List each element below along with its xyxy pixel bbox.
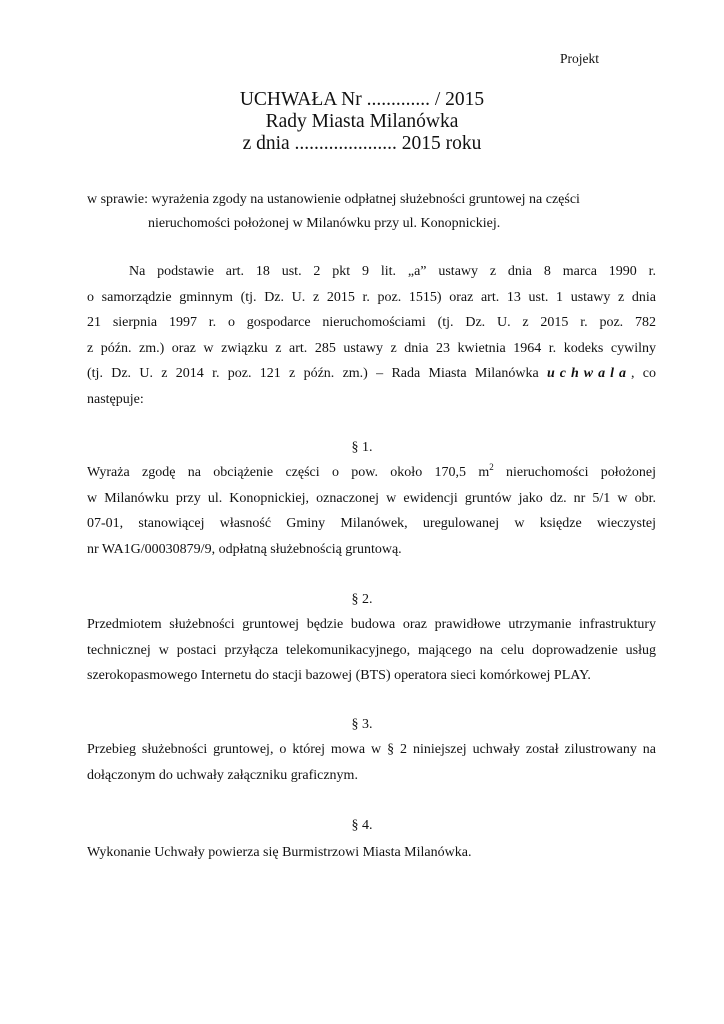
project-label: Projekt (560, 51, 599, 66)
resolution-title: UCHWAŁA Nr ............. / 2015 (239, 89, 485, 110)
section-1-body (87, 460, 656, 562)
preamble (87, 259, 656, 412)
preamble-line-6: następuje: (87, 391, 144, 407)
section-1-heading: § 1. (351, 440, 373, 455)
section-3-body (87, 737, 656, 788)
section-3-line-2: dołączonym do uchwały załączniku graficznym. (87, 767, 358, 783)
section-1-line-1 (87, 460, 656, 486)
section-1-line-1-text: Wyraża zgodę na obciążenie części o pow. około 170,5 m (87, 465, 490, 480)
preamble-line-5-text: (tj. Dz. U. z 2014 r. poz. 121 z późn. zm.) – Rada Miasta Milanówka (87, 366, 539, 381)
subject-block (87, 188, 580, 236)
resolution-date: z dnia ..................... 2015 roku (242, 133, 482, 154)
subject-line-1: w sprawie: wyrażenia zgody na ustanowienie odpłatnej służebności gruntowej na części (87, 192, 580, 207)
section-4-body (87, 840, 656, 866)
preamble-line-5 (87, 361, 656, 387)
preamble-line-1: Na podstawie art. 18 ust. 2 pkt 9 lit. „a” ustawy z dnia 8 marca 1990 r. (129, 264, 656, 279)
preamble-line-5-end: , co (630, 366, 656, 381)
section-2-body (87, 612, 656, 689)
section-1-line-1-end: nieruchomości położonej (493, 465, 656, 480)
section-2-line-1: Przedmiotem służebności gruntowej będzie budowa oraz prawidłowe utrzymanie infrastruktury (87, 617, 656, 632)
preamble-line-2: o samorządzie gminnym (tj. Dz. U. z 2015 r. poz. 1515) oraz art. 13 ust. 1 ustawy z dnia (87, 289, 656, 305)
section-2-heading: § 2. (351, 592, 373, 607)
superscript-2: 2 (489, 462, 494, 472)
section-1-line-4: nr WA1G/00030879/9, odpłatną służebnością gruntową. (87, 541, 402, 557)
section-3-line-1: Przebieg służebności gruntowej, o której mowa w § 2 niniejszej uchwały został zilustrowany na (87, 742, 656, 757)
section-2-line-2: technicznej w postaci przyłącza telekomunikacyjnego, mającego na celu doprowadzenie usług (87, 642, 656, 658)
subject-line-2: nieruchomości położonej w Milanówku przy ul. Konopnickiej. (148, 216, 501, 231)
section-4-line-1: Wykonanie Uchwały powierza się Burmistrzowi Miasta Milanówka. (87, 845, 472, 860)
section-2-line-3: szerokopasmowego Internetu do stacji bazowej (BTS) operatora sieci komórkowej PLAY. (87, 668, 591, 683)
section-1-line-2: w Milanówku przy ul. Konopnickiej, oznaczonej w ewidencji gruntów jako dz. nr 5/1 w obr. (87, 490, 656, 506)
preamble-line-4: z późn. zm.) oraz w związku z art. 285 ustawy z dnia 23 kwietnia 1964 r. kodeks cywilny (87, 340, 656, 356)
council-name: Rady Miasta Milanówka (265, 111, 459, 132)
uchwala-keyword: uchwala (546, 366, 631, 381)
section-4-heading: § 4. (351, 818, 373, 833)
preamble-line-3: 21 sierpnia 1997 r. o gospodarce nieruchomościami (tj. Dz. U. z 2015 r. poz. 782 (87, 315, 656, 330)
section-3-heading: § 3. (351, 717, 373, 732)
section-1-line-3: 07-01, stanowiącej własność Gminy Milanówek, uregulowanej w księdze wieczystej (87, 516, 656, 531)
